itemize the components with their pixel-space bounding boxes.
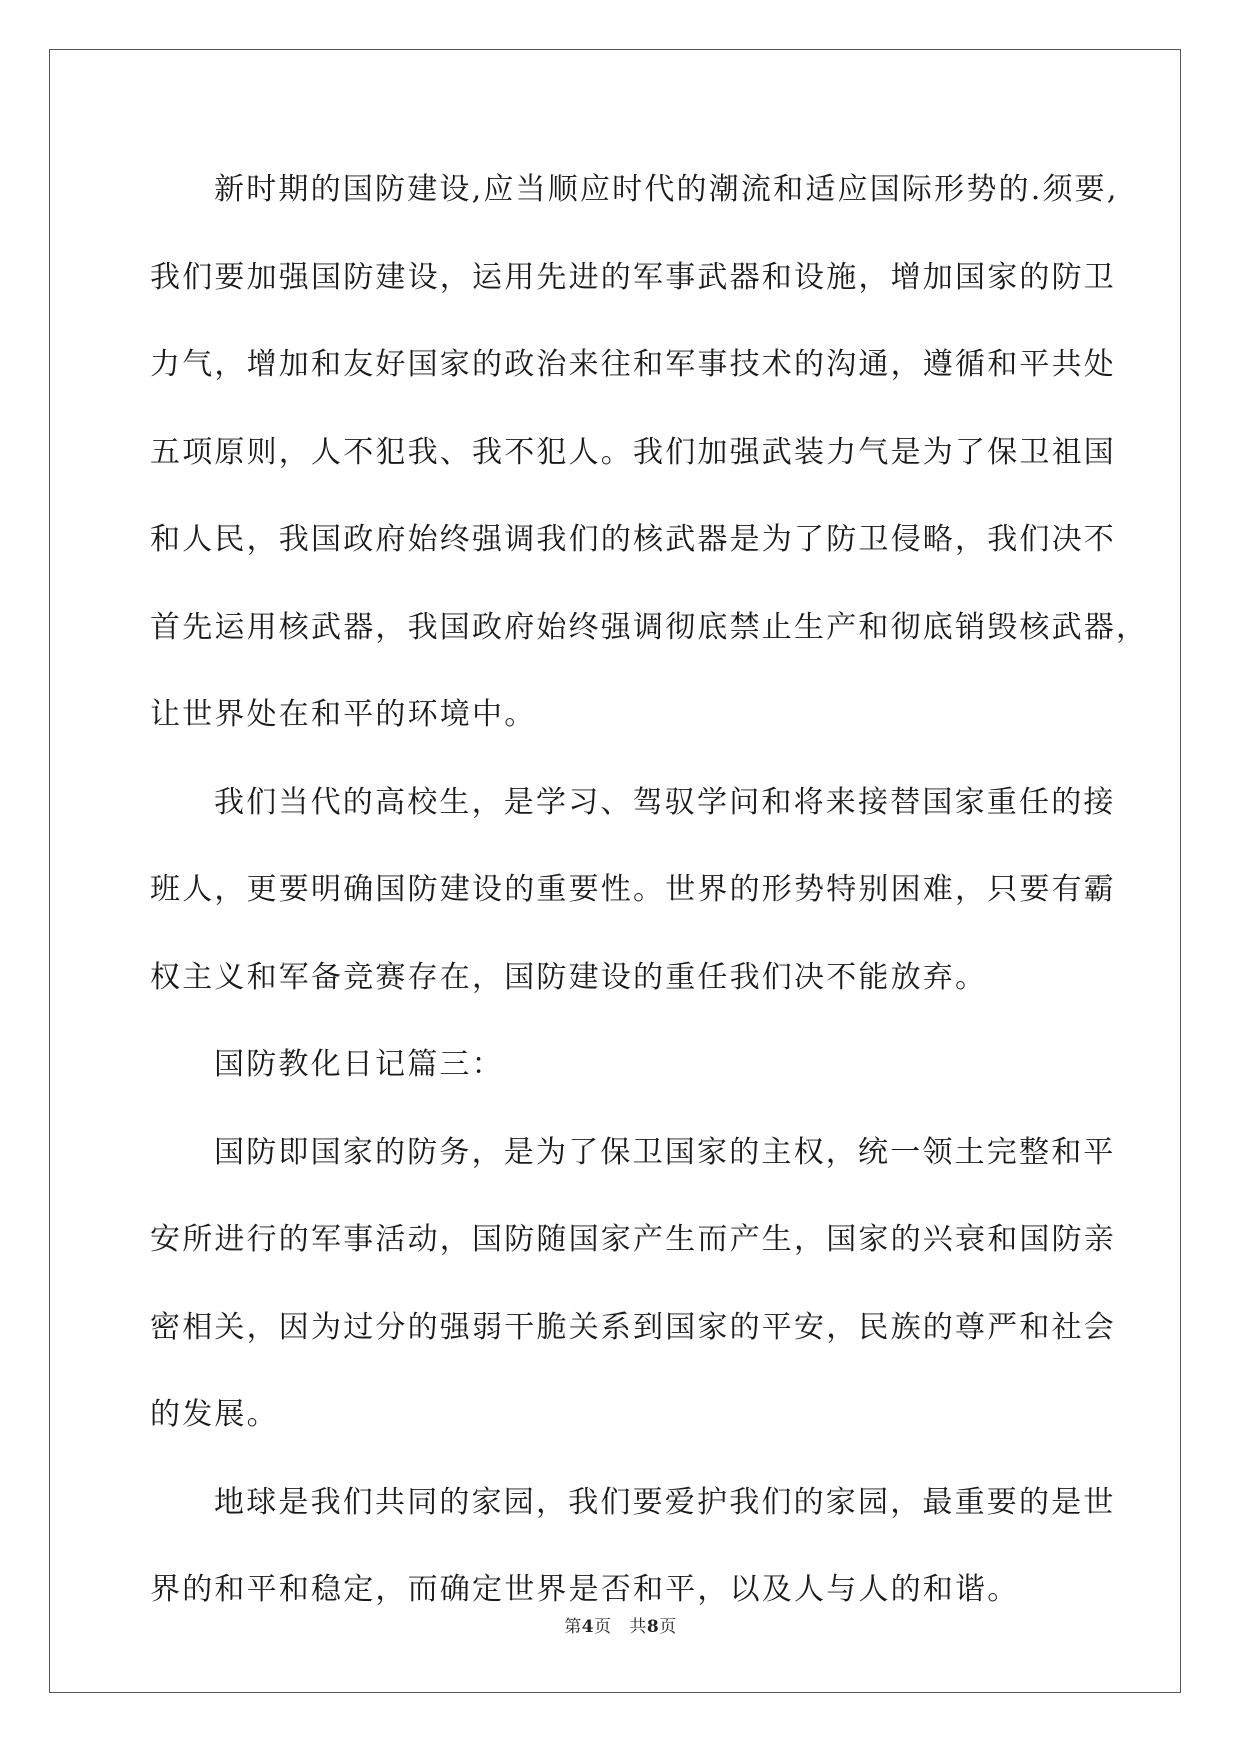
page-label-prefix: 第	[564, 1617, 582, 1637]
paragraph-line: 让世界处在和平的环境中。	[150, 697, 537, 732]
total-page-number: 8	[646, 1617, 660, 1637]
paragraph-line: 五项原则，人不犯我、我不犯人。我们加强武装力气是为了保卫祖国	[150, 434, 1116, 470]
document-body	[150, 160, 1149, 1648]
current-page-number: 4	[581, 1617, 595, 1637]
paragraph-line: 新时期的国防建设,应当顺应时代的潮流和适应国际形势的.须要,	[214, 172, 1119, 207]
paragraph-line: 和人民，我国政府始终强调我们的核武器是为了防卫侵略，我们决不	[150, 522, 1116, 557]
paragraph-line: 我们要加强国防建设，运用先进的军事武器和设施，增加国家的防卫	[150, 259, 1116, 295]
section-heading: 国防教化日记篇三：	[214, 1047, 504, 1082]
total-label-prefix: 共	[629, 1617, 647, 1637]
paragraph-line: 班人，更要明确国防建设的重要性。世界的形势特别困难，只要有霸	[150, 872, 1116, 907]
paragraph-line: 密相关，因为过分的强弱干脆关系到国家的平安，民族的尊严和社会	[150, 1309, 1116, 1345]
paragraph-line: 首先运用核武器，我国政府始终强调彻底禁止生产和彻底销毁核武器，	[150, 609, 1149, 645]
page-label-unit: 页	[594, 1617, 612, 1637]
paragraph-line: 权主义和军备竞赛存在，国防建设的重任我们决不能放弃。	[150, 959, 988, 995]
paragraph-line: 我们当代的高校生，是学习、驾驭学问和将来接替国家重任的接	[214, 784, 1116, 820]
paragraph-line: 安所进行的军事活动，国防随国家产生而产生，国家的兴衰和国防亲	[150, 1222, 1116, 1257]
total-label-unit: 页	[659, 1617, 677, 1637]
paragraph-line: 力气，增加和友好国家的政治来往和军事技术的沟通，遵循和平共处	[150, 347, 1116, 382]
page-footer	[0, 1612, 1241, 1637]
paragraph-line: 地球是我们共同的家园，我们要爱护我们的家园，最重要的是世	[214, 1484, 1116, 1520]
paragraph-line: 界的和平和稳定，而确定世界是否和平，以及人与人的和谐。	[150, 1572, 1020, 1607]
paragraph-line: 国防即国家的防务，是为了保卫国家的主权，统一领土完整和平	[214, 1134, 1116, 1170]
paragraph-line: 的发展。	[150, 1397, 279, 1432]
